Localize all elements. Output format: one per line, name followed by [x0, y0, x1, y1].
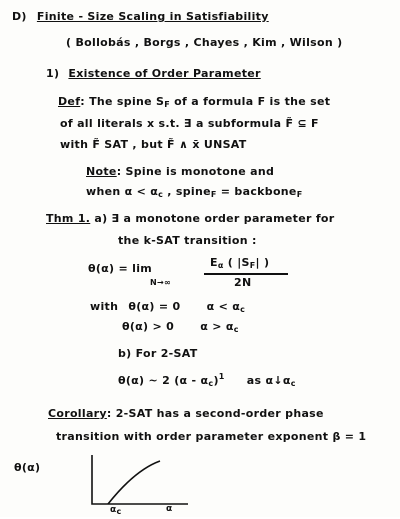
- numerator-e: E: [210, 256, 218, 269]
- part-b-as: as α↓α: [246, 374, 291, 387]
- part-b-formula: [118, 370, 296, 391]
- formula-lim-sub: N→∞: [150, 278, 171, 287]
- corollary-text-1: : 2-SAT has a second-order phase: [106, 407, 324, 420]
- definition-line-2: of all literals x s.t. ∃ a subformula F̃ ⊆ F: [60, 117, 319, 130]
- part-b-exponent: 1: [218, 372, 225, 381]
- condition-1: [90, 300, 245, 317]
- note-sub-2a: c: [158, 190, 164, 199]
- part-b-main: θ(α) ~ 2 (α - α: [118, 374, 209, 387]
- note-text-1: : Spine is monotone and: [116, 165, 275, 178]
- part-b-heading: b) For 2-SAT: [118, 347, 198, 360]
- definition-text-1b: of a formula F is the set: [170, 95, 331, 108]
- graph-alpha-c: α: [110, 505, 117, 515]
- graph-alpha-c-sub: c: [116, 507, 122, 516]
- graph-x-axis-label: α: [166, 504, 173, 514]
- cond2-rhs: α > α: [200, 320, 234, 333]
- subsection-number: 1): [46, 67, 60, 80]
- corollary-line-2: transition with order parameter exponent β = 1: [56, 430, 367, 443]
- part-b-main-sub: c: [208, 379, 214, 388]
- note-text-2c: = backbone: [216, 185, 297, 198]
- note-text-2b: , spine: [163, 185, 211, 198]
- formula-lhs: θ(α) = lim: [88, 262, 153, 275]
- note-label: Note: [86, 165, 117, 178]
- section-title: Finite - Size Scaling in Satisfiability: [36, 10, 269, 23]
- subsection-heading: [46, 67, 261, 81]
- part-b-as-sub: c: [290, 379, 296, 388]
- numerator-end: | ): [255, 256, 270, 269]
- note-line-2: [86, 185, 302, 202]
- graph-axes: [92, 455, 188, 504]
- section-authors: ( Bollobás , Borgs , Chayes , Kim , Wilson ): [66, 36, 343, 49]
- numerator-tail-sub: F: [249, 261, 256, 270]
- note-sub-2b: F: [210, 190, 217, 199]
- formula-denominator: 2N: [234, 276, 252, 289]
- graph-curve: [108, 461, 160, 504]
- theorem-line-2: the k-SAT transition :: [118, 234, 257, 247]
- fraction-bar: [204, 273, 288, 275]
- note-sub-2c: F: [296, 190, 303, 199]
- condition-2: [122, 320, 239, 337]
- numerator-tail: ( |S: [223, 256, 250, 269]
- subsection-title: Existence of Order Parameter: [68, 67, 261, 80]
- cond1-rhs-sub: c: [240, 305, 246, 314]
- graph-y-label: θ(α): [14, 461, 41, 474]
- part-b-tail: ): [213, 374, 219, 387]
- cond1-lhs: θ(α) = 0: [128, 300, 181, 313]
- section-heading: [12, 10, 269, 24]
- definition-text-1: : The spine S: [80, 95, 165, 108]
- cond1-rhs: α < α: [206, 300, 241, 313]
- cond2-lhs: θ(α) > 0: [122, 320, 175, 333]
- theorem-line-1: [46, 212, 335, 226]
- formula-numerator: [210, 256, 269, 273]
- definition-line-1: [58, 95, 330, 112]
- cond2-rhs-sub: c: [233, 325, 239, 334]
- definition-label: Def: [58, 95, 81, 108]
- corollary-line-1: [48, 407, 324, 421]
- theorem-label: Thm 1.: [46, 212, 91, 225]
- corollary-label: Corollary: [48, 407, 107, 420]
- note-line-1: [86, 165, 274, 179]
- note-text-2a: when α < α: [86, 185, 159, 198]
- numerator-sub: α: [217, 261, 224, 270]
- definition-sub-1: F: [164, 100, 171, 109]
- definition-line-3: with F̃ SAT , but F̃ ∧ x̄ UNSAT: [60, 138, 247, 151]
- with-label: with: [90, 300, 119, 313]
- section-letter: D): [12, 10, 27, 23]
- theorem-text-1: a) ∃ a monotone order parameter for: [90, 212, 335, 225]
